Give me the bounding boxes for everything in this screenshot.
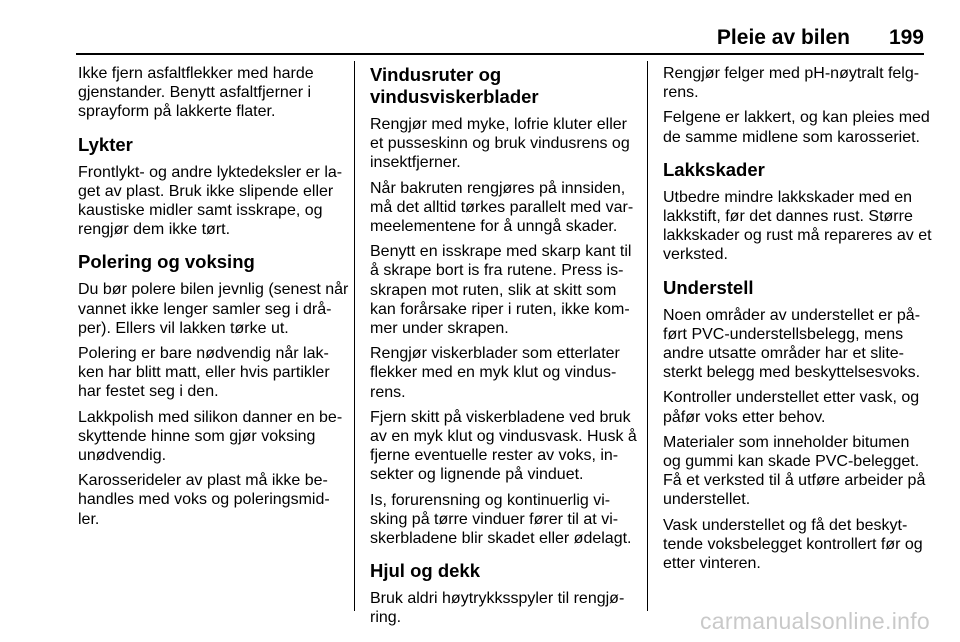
- column-2: [370, 64, 650, 634]
- body-paragraph: Rengjør viskerblader som etterlater flekker med en myk klut og vindus- rens.: [370, 345, 620, 401]
- lykter-body: [78, 163, 358, 240]
- body-paragraph: Felgene er lakkert, og kan pleies med de samme midlene som karosseriet.: [663, 109, 930, 146]
- column-3: [663, 64, 943, 579]
- body-paragraph: Når bakruten rengjøres på innsiden, må det alltid tørkes parallelt med var- meelementene for å unngå skader.: [370, 179, 634, 236]
- section-heading-lakkskader: Lakkskader: [663, 158, 765, 180]
- intro-paragraph: Ikke fjern asfaltflekker med harde gjenstander. Benytt asfaltfjerner i sprayform på lakkerte flater.: [78, 65, 314, 121]
- body-paragraph: Materialer som inneholder bitumen og gummi kan skade PVC-belegget. Få et verksted til å utføre arbeider på understellet.: [663, 433, 926, 509]
- body-paragraph: Utbedre mindre lakkskader med en lakkstift, før det dannes rust. Større lakkskader og rust må repareres av et verksted.: [663, 188, 932, 264]
- body-paragraph: Fjern skitt på viskerbladene ved bruk av en myk klut og vindusvask. Husk å fjerne eventuelle rester av voks, in- sekter og lignende på vinduet.: [370, 408, 637, 484]
- body-paragraph: Karosserideler av plast må ikke be- handles med voks og poleringsmid- ler.: [78, 472, 330, 528]
- page-title: Pleie av bilen: [716, 26, 850, 49]
- watermark-text: carmanualsonline.info: [699, 608, 930, 634]
- section-heading-lykter: Lykter: [78, 133, 133, 155]
- body-paragraph: Is, forurensning og kontinuerlig vi- sking på tørre vinduer fører til at vi- skerbladene blir skadet eller ødelagt.: [370, 491, 632, 548]
- section-heading-polering: Polering og voksing: [78, 251, 255, 273]
- vindusruter-body: [370, 115, 650, 548]
- page-number: 199: [888, 26, 924, 49]
- understell-body: [663, 306, 943, 574]
- felger-body: [663, 64, 943, 147]
- body-paragraph: Rengjør med myke, lofrie kluter eller et pusseskinn og bruk vindusrens og insektfjerner.: [370, 116, 630, 172]
- section-heading-understell: Understell: [663, 276, 754, 298]
- body-paragraph: Lakkpolish med silikon danner en be- skyttende hinne som gjør voksing unødvendig.: [78, 408, 343, 465]
- section-heading-hjul: Hjul og dekk: [370, 560, 480, 582]
- column-1: [78, 64, 358, 535]
- body-paragraph: Polering er bare nødvendig når lak- ken har blitt matt, eller hvis partikler har festet seg i den.: [78, 345, 330, 401]
- body-paragraph: Kontroller understellet etter vask, og påfør voks etter behov.: [663, 389, 920, 426]
- section-heading-vindusruter: Vindusruter og vindusviskerblader: [370, 64, 539, 107]
- lakkskader-body: [663, 188, 943, 265]
- body-paragraph: Noen områder av understellet er på- ført PVC-understellsbelegg, mens andre utsatte områder har et slite- sterkt belegg med beskyttelsesvoks.: [663, 306, 921, 382]
- body-paragraph: Rengjør felger med pH-nøytralt felg- rens.: [663, 65, 920, 102]
- body-paragraph: Vask understellet og få det beskyt- tende voksbelegget kontrollert før og etter vinteren.: [663, 516, 923, 573]
- body-paragraph: Benytt en isskrape med skarp kant til å skrape bort is fra rutene. Press is- skrapen mot ruten, slik at skitt som kan forårsake riper i ruten, ikke kom- mer under skrapen.: [370, 243, 632, 338]
- body-paragraph: Frontlykt- og andre lyktedeksler er la- get av plast. Bruk ikke slipende eller kaustiske midler samt isskrape, og rengjør dem ikke tørt.: [78, 163, 343, 239]
- header-divider: [76, 53, 924, 55]
- hjul-body: [370, 589, 650, 627]
- page-header: [0, 0, 960, 56]
- polering-body: [78, 280, 358, 528]
- body-paragraph: Bruk aldri høytrykksspyler til rengjø- ring.: [370, 590, 625, 627]
- body-paragraph: Du bør polere bilen jevnlig (senest når vannet ikke lenger samler seg i drå- per). Ellers vil lakken tørke ut.: [78, 281, 349, 337]
